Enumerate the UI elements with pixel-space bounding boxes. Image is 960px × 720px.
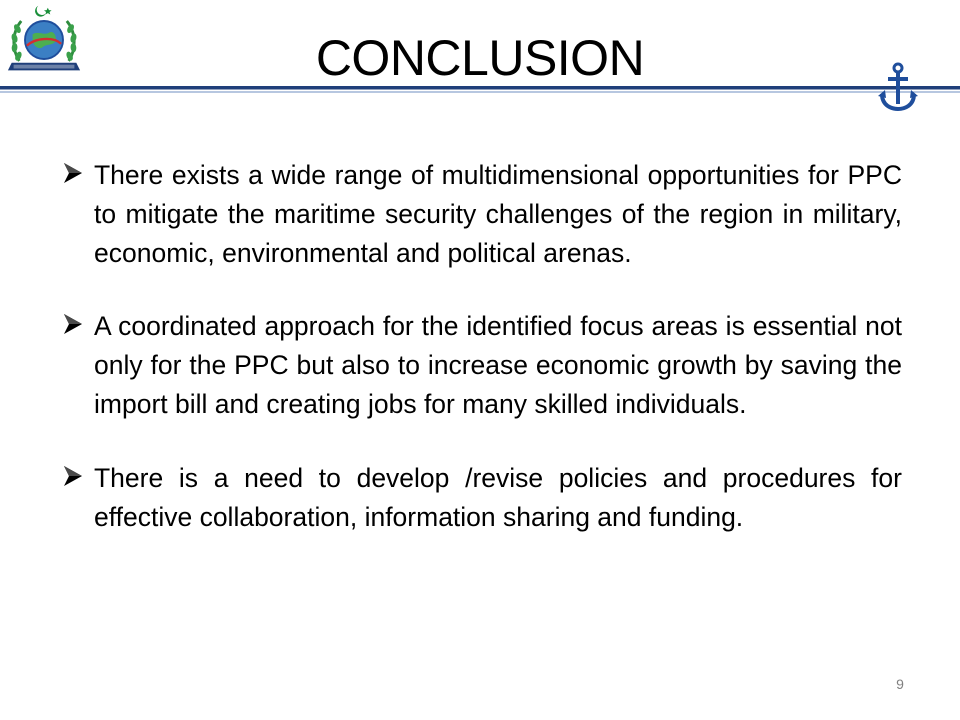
bullet-text: A coordinated approach for the identified focus areas is essential not only for the PPC but also to increase economic growth by saving the import bill and creating jobs for many skilled individuals. (94, 311, 902, 419)
bullet-item (62, 156, 902, 272)
bullet-item (62, 307, 902, 423)
bullet-list (62, 156, 902, 571)
arrow-bullet-icon (62, 464, 84, 488)
slide-title: CONCLUSION (315, 30, 645, 86)
title-divider (0, 84, 960, 98)
arrow-bullet-icon (62, 312, 84, 336)
bullet-text: There exists a wide range of multidimensional opportunities for PPC to mitigate the maritime security challenges of the region in military, economic, environmental and political arenas. (94, 160, 902, 268)
bullet-item (62, 459, 902, 537)
page-number: 9 (896, 676, 904, 692)
anchor-icon (878, 62, 918, 112)
arrow-bullet-icon (62, 161, 84, 185)
bullet-text: There is a need to develop /revise policies and procedures for effective collaboration, information sharing and funding. (94, 462, 902, 532)
